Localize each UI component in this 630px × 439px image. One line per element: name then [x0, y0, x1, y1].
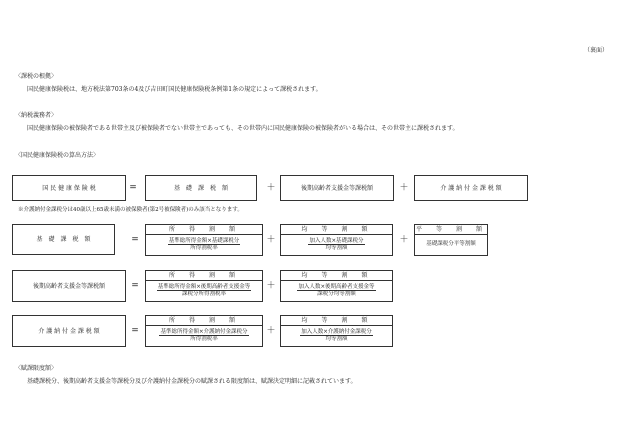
support-tax-label: 後期高齢者支援金等課税額	[300, 184, 373, 192]
taxpayer-text: 国民健康保険の被保険者である世帯主及び被保険者でない世帯主であっても、その世帯内に国民健康保険の被保険者がいる場合は、その世帯主に課税されます。	[27, 125, 459, 132]
support-equal-numerator: 加入人数×後期高齢者支援金等	[298, 283, 375, 290]
basic-flat-body: 基礎課税分平等割額	[426, 241, 476, 248]
basic-row-label-box	[12, 224, 115, 255]
care-row-label-box	[12, 315, 126, 347]
basic-income-denominator: 所得割税率	[190, 245, 218, 251]
support-income-header: 所 得 割 額	[146, 271, 262, 281]
total-tax-box	[12, 175, 126, 201]
basic-row-label: 基 礎 課 税 額	[36, 236, 91, 243]
plus-sign: ＋	[399, 235, 409, 245]
taxpayer-heading: 〈納税義務者〉	[15, 112, 58, 119]
care-equal-denominator: 均等割額	[325, 336, 348, 342]
support-tax-box	[280, 175, 394, 201]
basic-income-header: 所 得 割 額	[146, 225, 262, 235]
care-note: ※介護納付金課税分は40歳以上65歳未満の被保険者(第2号被保険者)のみ該当となります。	[18, 207, 243, 213]
total-tax-label: 国 民 健 康 保 険 税	[42, 184, 96, 192]
support-income-numerator: 基準総所得金額×後期高齢者支援金等	[157, 283, 251, 290]
basic-flat-header: 平 等 割 額	[415, 226, 486, 233]
equals-sign: =	[129, 183, 137, 193]
basic-equal-denominator: 均等割額	[325, 245, 348, 251]
basis-heading: 〈課税の根拠〉	[15, 73, 58, 80]
support-row-label: 後期高齢者支援金等課税額	[32, 282, 105, 290]
limit-heading: 〈賦課限度額〉	[15, 365, 58, 372]
basic-tax-label: 基 礎 課 税 額	[173, 184, 228, 192]
plus-sign: ＋	[266, 326, 276, 336]
support-equal-box	[280, 270, 393, 302]
basic-income-numerator: 基準総所得金額×基礎課税分	[168, 237, 240, 244]
basis-text: 国民健康保険税は、地方税法第703条の4及び吉田町国民健康保険税条例第1条の規定によって課税されます。	[27, 86, 322, 93]
care-equal-header: 均 等 割 額	[281, 316, 392, 326]
plus-sign: ＋	[266, 281, 276, 291]
plus-sign: ＋	[266, 183, 276, 193]
care-equal-numerator: 加入人数×介護納付金課税分	[301, 328, 372, 335]
support-income-box	[145, 270, 263, 302]
support-row-label-box	[12, 270, 126, 302]
care-tax-label: 介 護 納 付 金 課 税 額	[440, 184, 502, 192]
support-equal-header: 均 等 割 額	[281, 271, 392, 281]
plus-sign: ＋	[266, 235, 276, 245]
care-tax-box	[414, 175, 528, 201]
calc-heading: 〈国民健康保険税の算出方法〉	[15, 152, 100, 159]
page-side-label: （裏面）	[584, 47, 609, 54]
plus-sign: ＋	[399, 183, 409, 193]
support-income-denominator: 課税分所得割税率	[181, 291, 226, 297]
care-row-label: 介 護 納 付 金 課 税 額	[38, 327, 100, 335]
care-income-header: 所 得 割 額	[146, 316, 262, 326]
basic-flat-box	[414, 224, 488, 256]
basic-equal-box	[280, 224, 393, 256]
equals-sign: =	[131, 281, 139, 291]
basic-equal-header: 均 等 割 額	[281, 225, 392, 235]
equals-sign: =	[131, 326, 139, 336]
care-income-denominator: 所得割税率	[190, 336, 218, 342]
basic-tax-box	[145, 175, 257, 201]
basic-equal-numerator: 加入人数×基礎課税分	[309, 237, 364, 244]
support-equal-denominator: 課税分均等割額	[317, 291, 356, 297]
care-income-numerator: 基準総所得金額×介護納付金課税分	[160, 328, 248, 335]
care-equal-box	[280, 315, 393, 347]
limit-text: 基礎課税分、後期高齢者支援金等課税分及び介護納付金課税分の賦課される限度額は、賦課決定明細に記載されています。	[27, 378, 357, 385]
equals-sign: =	[131, 235, 139, 245]
basic-income-box	[145, 224, 263, 256]
care-income-box	[145, 315, 263, 347]
